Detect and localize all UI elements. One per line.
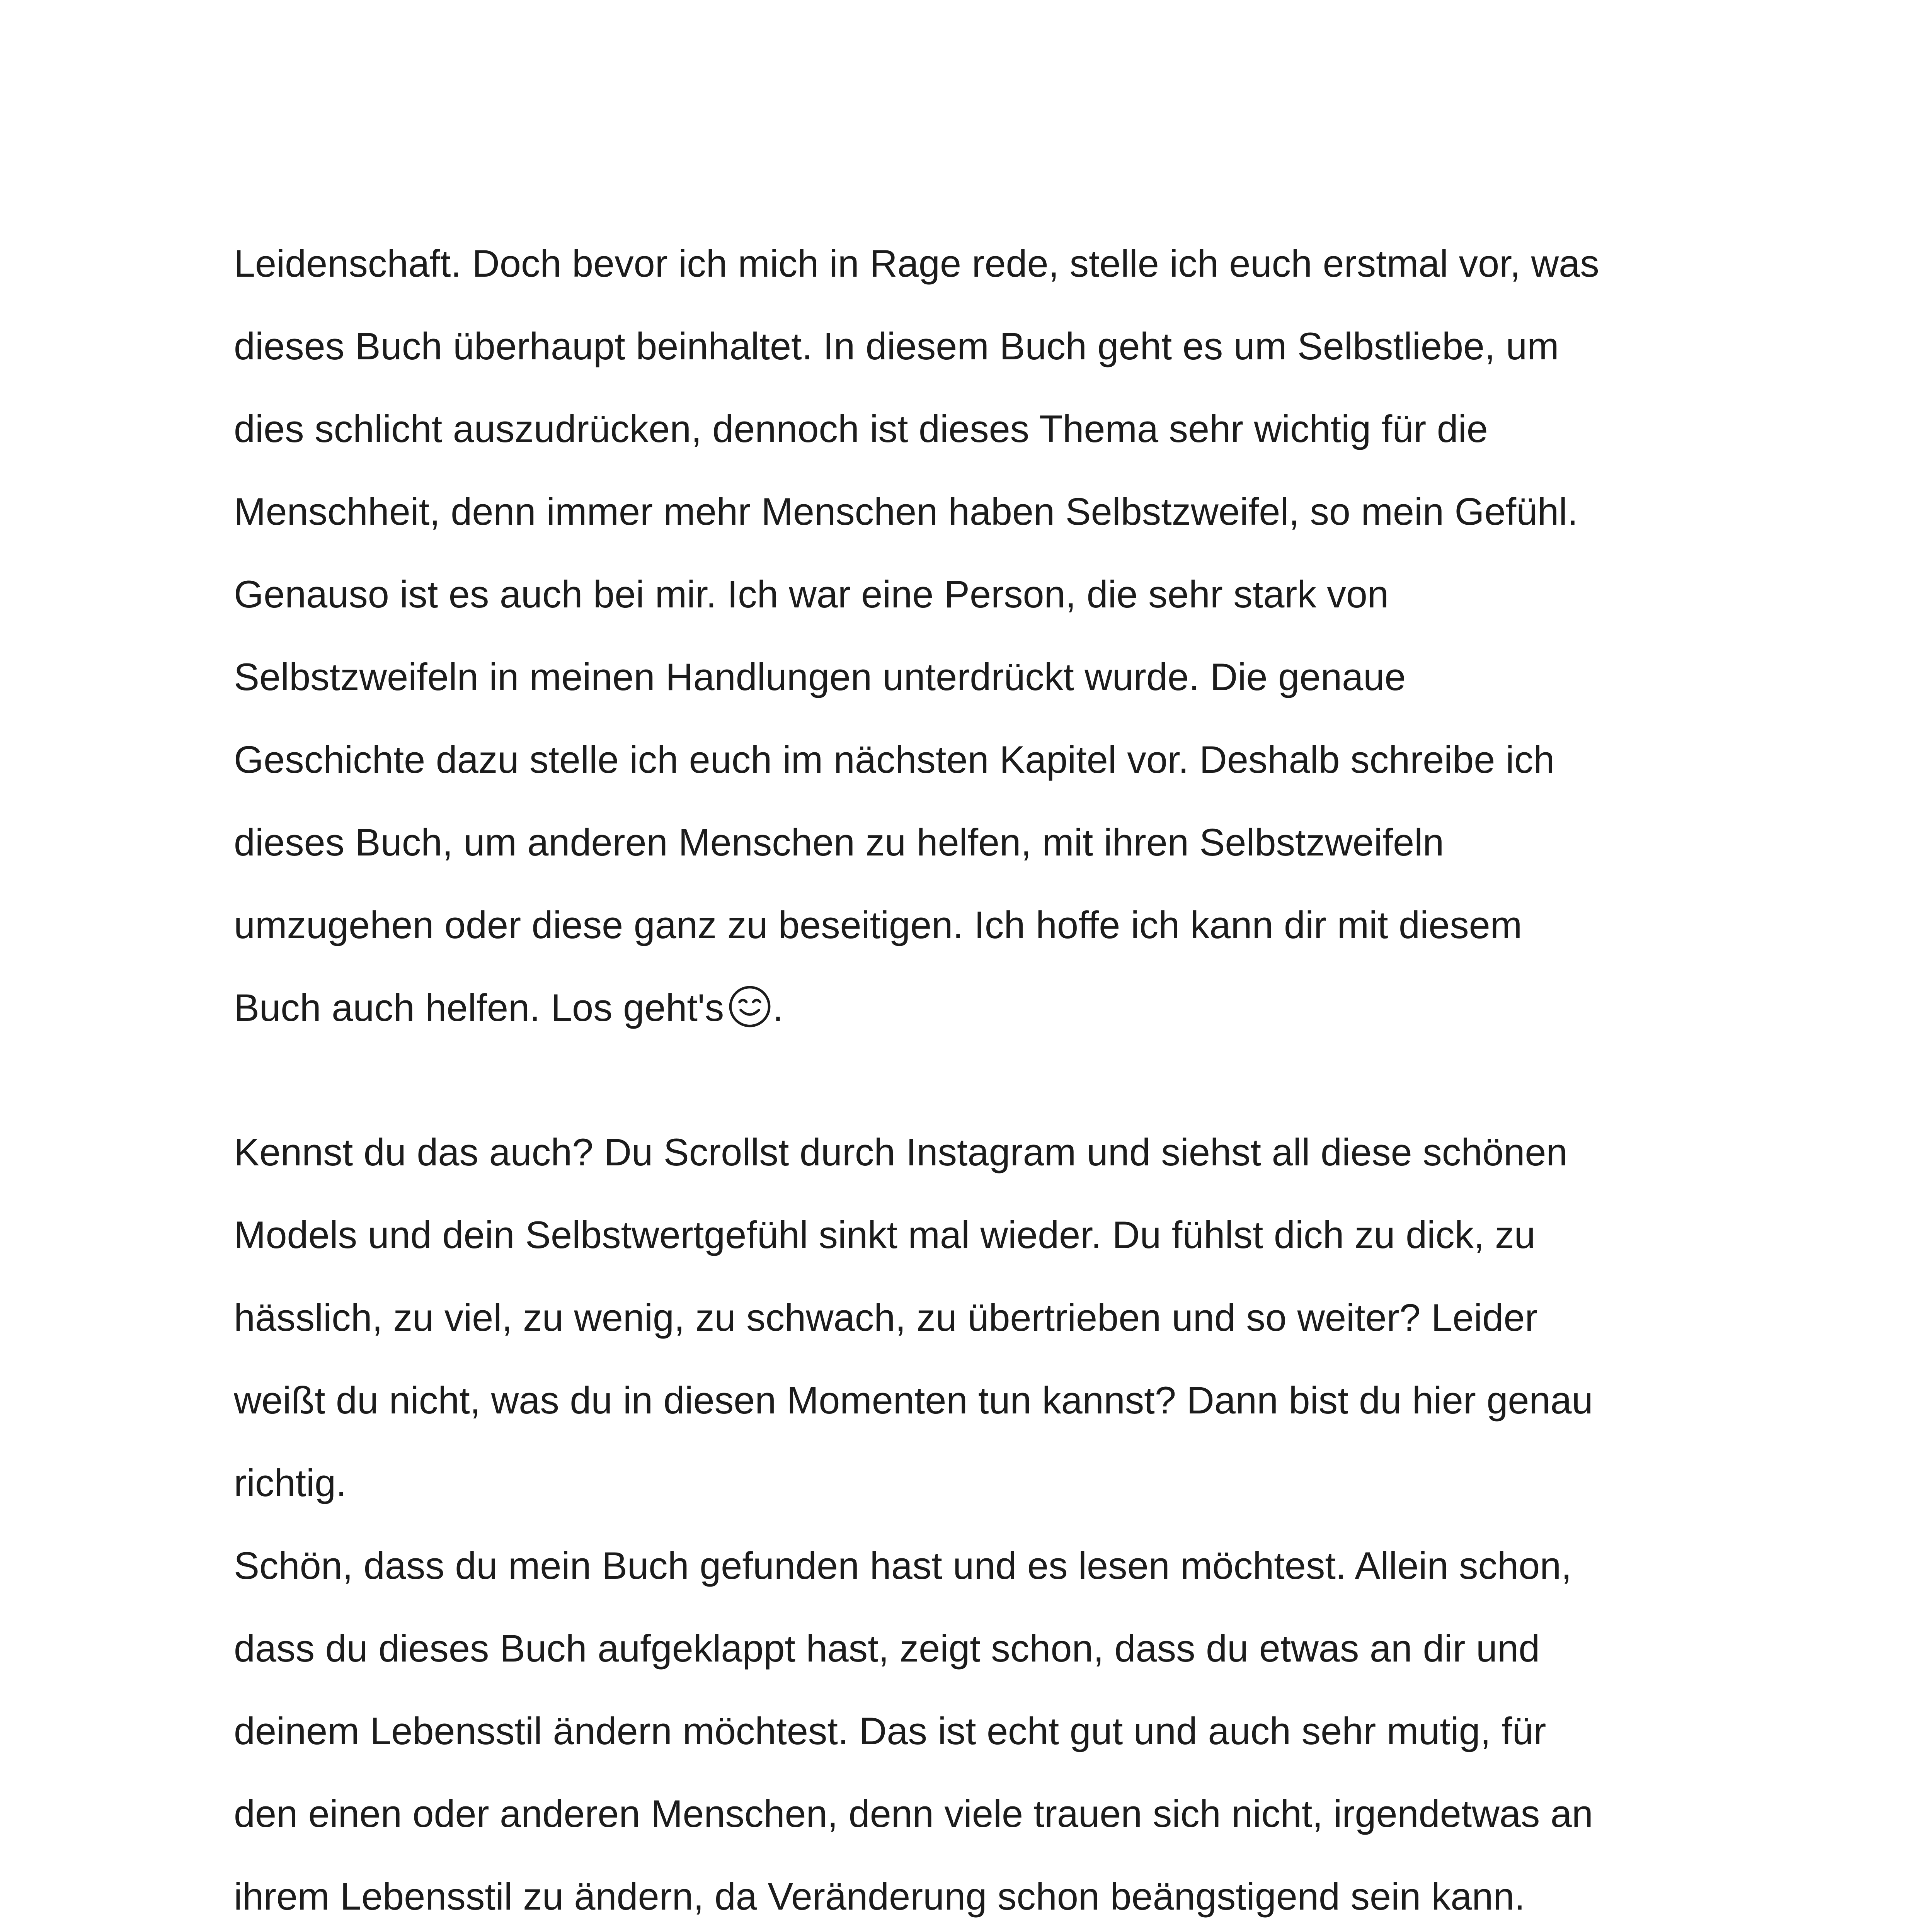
text-line: Schön, dass du mein Buch gefunden hast und es lesen möchtest. Allein schon,	[234, 1544, 1572, 1587]
text-line: Leidenschaft. Doch bevor ich mich in Rage rede, stelle ich euch erstmal vor, was	[234, 242, 1599, 285]
text-line: hässlich, zu viel, zu wenig, zu schwach, zu übertrieben und so weiter? Leider	[234, 1296, 1538, 1339]
text-line: richtig.	[234, 1461, 347, 1504]
text-line: Selbstzweifeln in meinen Handlungen unterdrückt wurde. Die genaue	[234, 655, 1406, 698]
text-line: deinem Lebensstil ändern möchtest. Das ist echt gut und auch sehr mutig, für	[234, 1709, 1546, 1752]
text-line-with-emoji	[234, 966, 1722, 1049]
text-line: Models und dein Selbstwertgefühl sinkt mal wieder. Du fühlst dich zu dick, zu	[234, 1213, 1536, 1256]
text-line: dieses Buch überhaupt beinhaltet. In diesem Buch geht es um Selbstliebe, um	[234, 325, 1559, 367]
text-line: Geschichte dazu stelle ich euch im nächsten Kapitel vor. Deshalb schreibe ich	[234, 738, 1555, 781]
text-line: umzugehen oder diese ganz zu beseitigen. Ich hoffe ich kann dir mit diesem	[234, 903, 1522, 946]
smiling-face-icon	[727, 984, 773, 1029]
text-line: Kennst du das auch? Du Scrollst durch Instagram und siehst all diese schönen	[234, 1131, 1568, 1173]
text-segment: Buch auch helfen. Los geht's	[234, 986, 724, 1029]
paragraph-intro	[234, 222, 1722, 1049]
text-line: den einen oder anderen Menschen, denn viele trauen sich nicht, irgendetwas an	[234, 1792, 1593, 1835]
text-line: weißt du nicht, was du in diesen Momenten tun kannst? Dann bist du hier genau	[234, 1379, 1593, 1422]
text-segment: .	[773, 986, 783, 1029]
text-line: ihrem Lebensstil zu ändern, da Veränderung schon beängstigend sein kann.	[234, 1875, 1525, 1918]
text-line: dies schlicht auszudrücken, dennoch ist dieses Thema sehr wichtig für die	[234, 407, 1488, 450]
text-line: dass du dieses Buch aufgeklappt hast, zeigt schon, dass du etwas an dir und	[234, 1627, 1540, 1670]
paragraph-main	[234, 1111, 1722, 1932]
text-line: dieses Buch, um anderen Menschen zu helfen, mit ihren Selbstzweifeln	[234, 821, 1444, 864]
text-line: Menschheit, denn immer mehr Menschen haben Selbstzweifel, so mein Gefühl.	[234, 490, 1578, 533]
text-line: Genauso ist es auch bei mir. Ich war eine Person, die sehr stark von	[234, 573, 1389, 616]
